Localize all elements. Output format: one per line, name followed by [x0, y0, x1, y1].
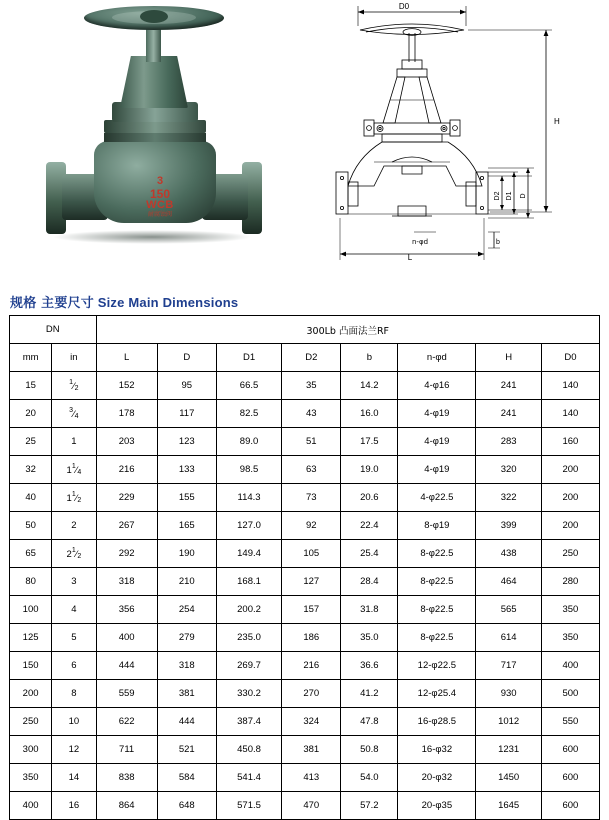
cell-dn-in: 2	[52, 512, 96, 540]
cell-D0: 140	[541, 400, 599, 428]
cell-nd: 12-φ25.4	[398, 680, 476, 708]
photo-body-marking	[134, 176, 186, 218]
cell-D: 279	[157, 624, 216, 652]
table-row	[10, 736, 600, 764]
cell-D: 190	[157, 540, 216, 568]
cell-D2: 324	[282, 708, 341, 736]
cell-D: 123	[157, 428, 216, 456]
label-b: b	[496, 239, 500, 246]
valve-line-drawing	[318, 0, 598, 284]
cell-D: 95	[157, 372, 216, 400]
cell-dn-mm: 125	[10, 624, 52, 652]
cell-L: 178	[96, 400, 157, 428]
header-group-label: 300Lb 凸面法兰RF	[306, 325, 390, 337]
dimensions-table-wrap	[9, 315, 600, 820]
cell-D: 210	[157, 568, 216, 596]
cell-b: 25.4	[341, 540, 398, 568]
marking-line-3: WCB	[146, 199, 174, 212]
section-title-en: Size Main Dimensions	[97, 295, 239, 310]
cell-D0: 200	[541, 484, 599, 512]
cell-dn-mm: 250	[10, 708, 52, 736]
cell-b: 20.6	[341, 484, 398, 512]
cell-dn-mm: 32	[10, 456, 52, 484]
table-row	[10, 484, 600, 512]
header-col-D0: D0	[541, 344, 599, 372]
cell-nd: 8-φ19	[398, 512, 476, 540]
cell-D2: 73	[282, 484, 341, 512]
table-row	[10, 708, 600, 736]
header-dn-in: in	[52, 344, 96, 372]
cell-dn-in: 1	[52, 428, 96, 456]
cell-D2: 157	[282, 596, 341, 624]
cell-nd: 4-φ19	[398, 456, 476, 484]
cell-dn-mm: 15	[10, 372, 52, 400]
cell-D2: 43	[282, 400, 341, 428]
cell-dn-mm: 150	[10, 652, 52, 680]
table-row	[10, 596, 600, 624]
label-d: D	[520, 193, 527, 199]
cell-dn-in: 5	[52, 624, 96, 652]
cell-D2: 35	[282, 372, 341, 400]
marking-line-2: 150	[149, 186, 171, 201]
cell-nd: 8-φ22.5	[398, 540, 476, 568]
cell-L: 444	[96, 652, 157, 680]
table-row	[10, 792, 600, 820]
cell-dn-mm: 40	[10, 484, 52, 512]
cell-H: 320	[476, 456, 541, 484]
cell-D1: 450.8	[216, 736, 281, 764]
cell-dn-mm: 300	[10, 736, 52, 764]
cell-D0: 140	[541, 372, 599, 400]
cell-D1: 541.4	[216, 764, 281, 792]
cell-D: 584	[157, 764, 216, 792]
photo-yoke	[120, 56, 188, 108]
cell-dn-mm: 100	[10, 596, 52, 624]
table-row	[10, 512, 600, 540]
cell-nd: 8-φ22.5	[398, 596, 476, 624]
dimensions-table	[9, 315, 600, 820]
header-col-D1: D1	[216, 344, 281, 372]
cell-D0: 200	[541, 456, 599, 484]
cell-b: 54.0	[341, 764, 398, 792]
cell-nd: 20-φ35	[398, 792, 476, 820]
photo-handwheel-hub	[140, 10, 168, 23]
cell-D0: 500	[541, 680, 599, 708]
cell-D2: 381	[282, 736, 341, 764]
table-body	[10, 372, 600, 820]
header-dn: DN	[10, 316, 97, 344]
cell-D1: 89.0	[216, 428, 281, 456]
cell-D1: 168.1	[216, 568, 281, 596]
header-col-L: L	[96, 344, 157, 372]
cell-H: 930	[476, 680, 541, 708]
cell-nd: 8-φ22.5	[398, 568, 476, 596]
cell-H: 241	[476, 372, 541, 400]
cell-D1: 98.5	[216, 456, 281, 484]
table-row	[10, 400, 600, 428]
cell-dn-mm: 400	[10, 792, 52, 820]
header-col-b: b	[341, 344, 398, 372]
cell-D1: 82.5	[216, 400, 281, 428]
header-col-H: H	[476, 344, 541, 372]
section-title	[10, 292, 238, 311]
cell-D0: 350	[541, 596, 599, 624]
cell-D0: 160	[541, 428, 599, 456]
cell-D1: 200.2	[216, 596, 281, 624]
cell-D: 133	[157, 456, 216, 484]
cell-dn-mm: 65	[10, 540, 52, 568]
cell-D: 254	[157, 596, 216, 624]
cell-dn-in: 16	[52, 792, 96, 820]
cell-dn-in: $^3⁄_4$	[52, 400, 96, 428]
cell-D2: 413	[282, 764, 341, 792]
table-row	[10, 372, 600, 400]
cell-dn-mm: 25	[10, 428, 52, 456]
cell-H: 322	[476, 484, 541, 512]
cell-dn-in: $2^1⁄_2$	[52, 540, 96, 568]
label-h: H	[554, 117, 560, 126]
cell-H: 464	[476, 568, 541, 596]
figures-area	[0, 0, 609, 286]
cell-H: 565	[476, 596, 541, 624]
cell-L: 711	[96, 736, 157, 764]
cell-dn-mm: 50	[10, 512, 52, 540]
cell-b: 28.4	[341, 568, 398, 596]
cell-D0: 400	[541, 652, 599, 680]
header-col-nd: n-φd	[398, 344, 476, 372]
label-d2: D2	[494, 191, 501, 201]
cell-D2: 216	[282, 652, 341, 680]
cell-dn-in: $^1⁄_2$	[52, 372, 96, 400]
cell-dn-in: 3	[52, 568, 96, 596]
cell-dn-in: 10	[52, 708, 96, 736]
header-col-D2: D2	[282, 344, 341, 372]
cell-D2: 105	[282, 540, 341, 568]
table-row	[10, 540, 600, 568]
cell-H: 399	[476, 512, 541, 540]
cell-D0: 350	[541, 624, 599, 652]
table-head	[10, 316, 600, 372]
cell-nd: 4-φ16	[398, 372, 476, 400]
cell-D0: 600	[541, 792, 599, 820]
photo-bolt-ring	[104, 133, 206, 142]
cell-D2: 270	[282, 680, 341, 708]
cell-H: 241	[476, 400, 541, 428]
cell-b: 14.2	[341, 372, 398, 400]
cell-nd: 4-φ19	[398, 400, 476, 428]
cell-D0: 280	[541, 568, 599, 596]
cell-D2: 470	[282, 792, 341, 820]
cell-nd: 20-φ32	[398, 764, 476, 792]
cell-nd: 16-φ32	[398, 736, 476, 764]
cell-H: 283	[476, 428, 541, 456]
cell-L: 838	[96, 764, 157, 792]
cell-dn-mm: 200	[10, 680, 52, 708]
cell-D1: 269.7	[216, 652, 281, 680]
table-header-row-1	[10, 316, 600, 344]
label-l: L	[407, 253, 413, 262]
label-nd: n-φd	[411, 238, 429, 246]
table-row	[10, 568, 600, 596]
cell-L: 152	[96, 372, 157, 400]
cell-b: 17.5	[341, 428, 398, 456]
cell-D: 117	[157, 400, 216, 428]
cell-L: 864	[96, 792, 157, 820]
cell-nd: 4-φ22.5	[398, 484, 476, 512]
section-title-cn: 规格 主要尺寸	[10, 296, 94, 311]
header-col-D: D	[157, 344, 216, 372]
cell-D1: 149.4	[216, 540, 281, 568]
cell-b: 22.4	[341, 512, 398, 540]
cell-dn-in: 4	[52, 596, 96, 624]
cell-dn-in: 8	[52, 680, 96, 708]
cell-nd: 4-φ19	[398, 428, 476, 456]
cell-b: 16.0	[341, 400, 398, 428]
cell-D: 165	[157, 512, 216, 540]
cell-dn-in: $1^1⁄_4$	[52, 456, 96, 484]
cell-D1: 330.2	[216, 680, 281, 708]
cell-L: 559	[96, 680, 157, 708]
label-d1: D1	[506, 191, 513, 201]
table-row	[10, 764, 600, 792]
cell-dn-in: 12	[52, 736, 96, 764]
cell-dn-mm: 20	[10, 400, 52, 428]
cell-D: 155	[157, 484, 216, 512]
cell-L: 229	[96, 484, 157, 512]
cell-D2: 51	[282, 428, 341, 456]
cell-D2: 92	[282, 512, 341, 540]
cell-b: 57.2	[341, 792, 398, 820]
cell-D: 381	[157, 680, 216, 708]
label-d0: D0	[398, 2, 410, 11]
cell-dn-in: $1^1⁄_2$	[52, 484, 96, 512]
cell-nd: 12-φ22.5	[398, 652, 476, 680]
cell-H: 614	[476, 624, 541, 652]
cell-D0: 200	[541, 512, 599, 540]
cell-H: 1450	[476, 764, 541, 792]
cell-b: 41.2	[341, 680, 398, 708]
table-header-row-2	[10, 344, 600, 372]
cell-dn-mm: 80	[10, 568, 52, 596]
cell-H: 1645	[476, 792, 541, 820]
cell-H: 1012	[476, 708, 541, 736]
cell-D2: 127	[282, 568, 341, 596]
cell-D0: 550	[541, 708, 599, 736]
cell-H: 1231	[476, 736, 541, 764]
cell-L: 216	[96, 456, 157, 484]
cell-L: 622	[96, 708, 157, 736]
table-row	[10, 652, 600, 680]
cell-D1: 387.4	[216, 708, 281, 736]
cell-b: 35.0	[341, 624, 398, 652]
cell-b: 36.6	[341, 652, 398, 680]
cell-D0: 600	[541, 764, 599, 792]
cell-b: 19.0	[341, 456, 398, 484]
valve-photo	[38, 2, 268, 278]
cell-b: 31.8	[341, 596, 398, 624]
photo-shadow	[52, 230, 252, 244]
cell-D: 648	[157, 792, 216, 820]
cell-D: 444	[157, 708, 216, 736]
cell-D0: 250	[541, 540, 599, 568]
cell-D1: 571.5	[216, 792, 281, 820]
cell-D1: 127.0	[216, 512, 281, 540]
cell-nd: 16-φ28.5	[398, 708, 476, 736]
cell-dn-in: 14	[52, 764, 96, 792]
cell-D2: 63	[282, 456, 341, 484]
cell-H: 438	[476, 540, 541, 568]
cell-b: 50.8	[341, 736, 398, 764]
cell-L: 292	[96, 540, 157, 568]
cell-L: 267	[96, 512, 157, 540]
header-group-300lb	[96, 316, 599, 344]
cell-L: 318	[96, 568, 157, 596]
marking-line-1: 3	[156, 175, 164, 187]
cell-D: 521	[157, 736, 216, 764]
cell-D2: 186	[282, 624, 341, 652]
cell-D0: 600	[541, 736, 599, 764]
cell-D1: 66.5	[216, 372, 281, 400]
cell-D1: 235.0	[216, 624, 281, 652]
cell-nd: 8-φ22.5	[398, 624, 476, 652]
table-row	[10, 680, 600, 708]
table-row	[10, 456, 600, 484]
cell-L: 203	[96, 428, 157, 456]
cell-D1: 114.3	[216, 484, 281, 512]
cell-dn-in: 6	[52, 652, 96, 680]
cell-L: 400	[96, 624, 157, 652]
cell-D: 318	[157, 652, 216, 680]
table-row	[10, 624, 600, 652]
cell-dn-mm: 350	[10, 764, 52, 792]
header-dn-mm: mm	[10, 344, 52, 372]
cell-L: 356	[96, 596, 157, 624]
table-row	[10, 428, 600, 456]
cell-H: 717	[476, 652, 541, 680]
cell-b: 47.8	[341, 708, 398, 736]
marking-line-4: 耐腐蚀阀	[147, 211, 172, 218]
